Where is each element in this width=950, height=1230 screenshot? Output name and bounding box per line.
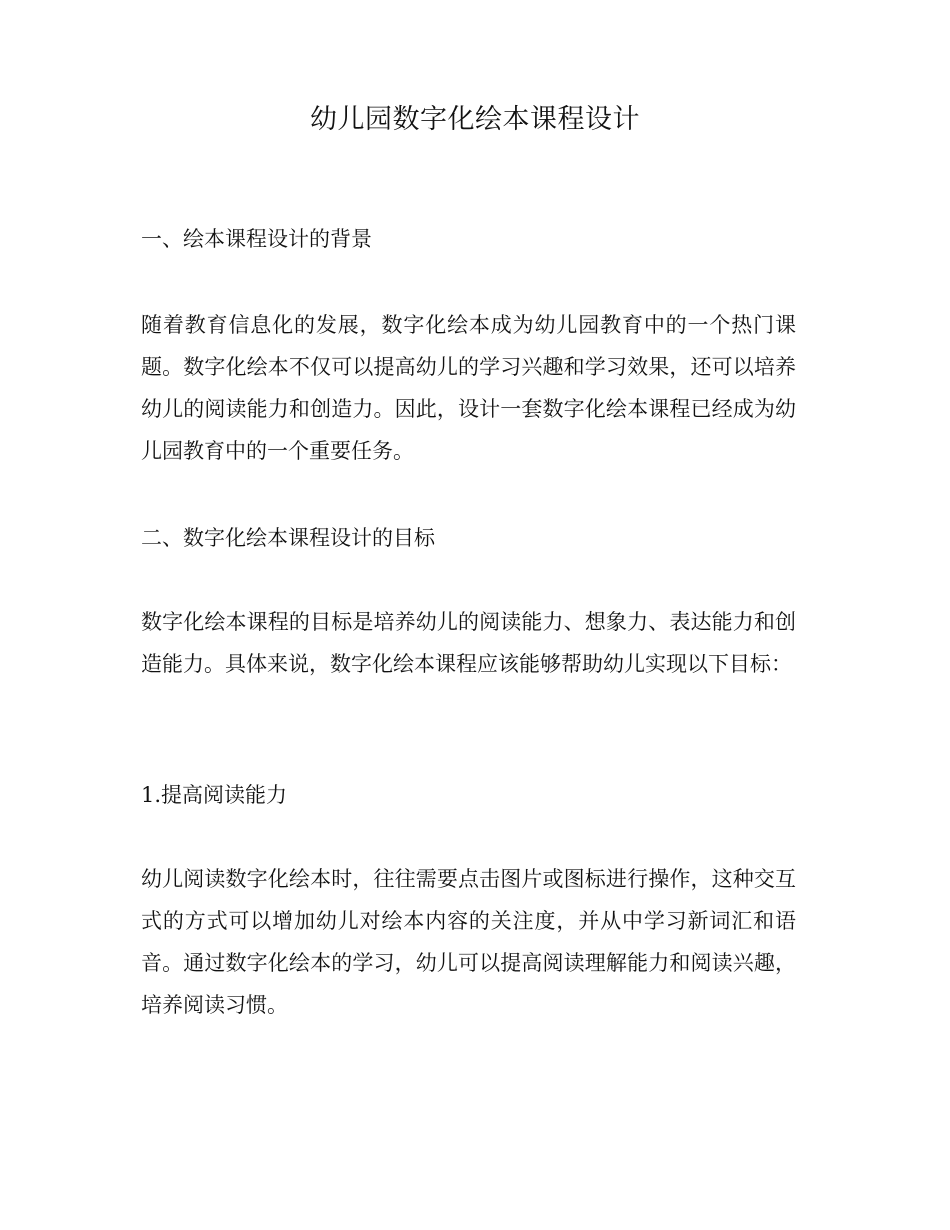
paragraph-goals: 数字化绘本课程的目标是培养幼儿的阅读能力、想象力、表达能力和创造能力。具体来说，数字化绘本课程应该能够帮助幼儿实现以下目标： bbox=[141, 610, 796, 676]
subheading-reading-ability: 1.提高阅读能力 bbox=[141, 783, 288, 807]
section-heading-goals: 二、数字化绘本课程设计的目标 bbox=[141, 526, 435, 550]
section-heading-background: 一、绘本课程设计的背景 bbox=[141, 227, 372, 251]
paragraph-reading-ability: 幼儿阅读数字化绘本时，往往需要点击图片或图标进行操作，这种交互式的方式可以增加幼儿对绘本内容的关注度，并从中学习新词汇和语音。通过数字化绘本的学习，幼儿可以提高阅读理解能力和阅读兴趣，培养阅读习惯。 bbox=[141, 867, 796, 1017]
document-title: 幼儿园数字化绘本课程设计 bbox=[310, 104, 640, 135]
paragraph-background: 随着教育信息化的发展，数字化绘本成为幼儿园教育中的一个热门课题。数字化绘本不仅可以提高幼儿的学习兴趣和学习效果，还可以培养幼儿的阅读能力和创造力。因此，设计一套数字化绘本课程已经成为幼儿园教育中的一个重要任务。 bbox=[141, 313, 796, 463]
